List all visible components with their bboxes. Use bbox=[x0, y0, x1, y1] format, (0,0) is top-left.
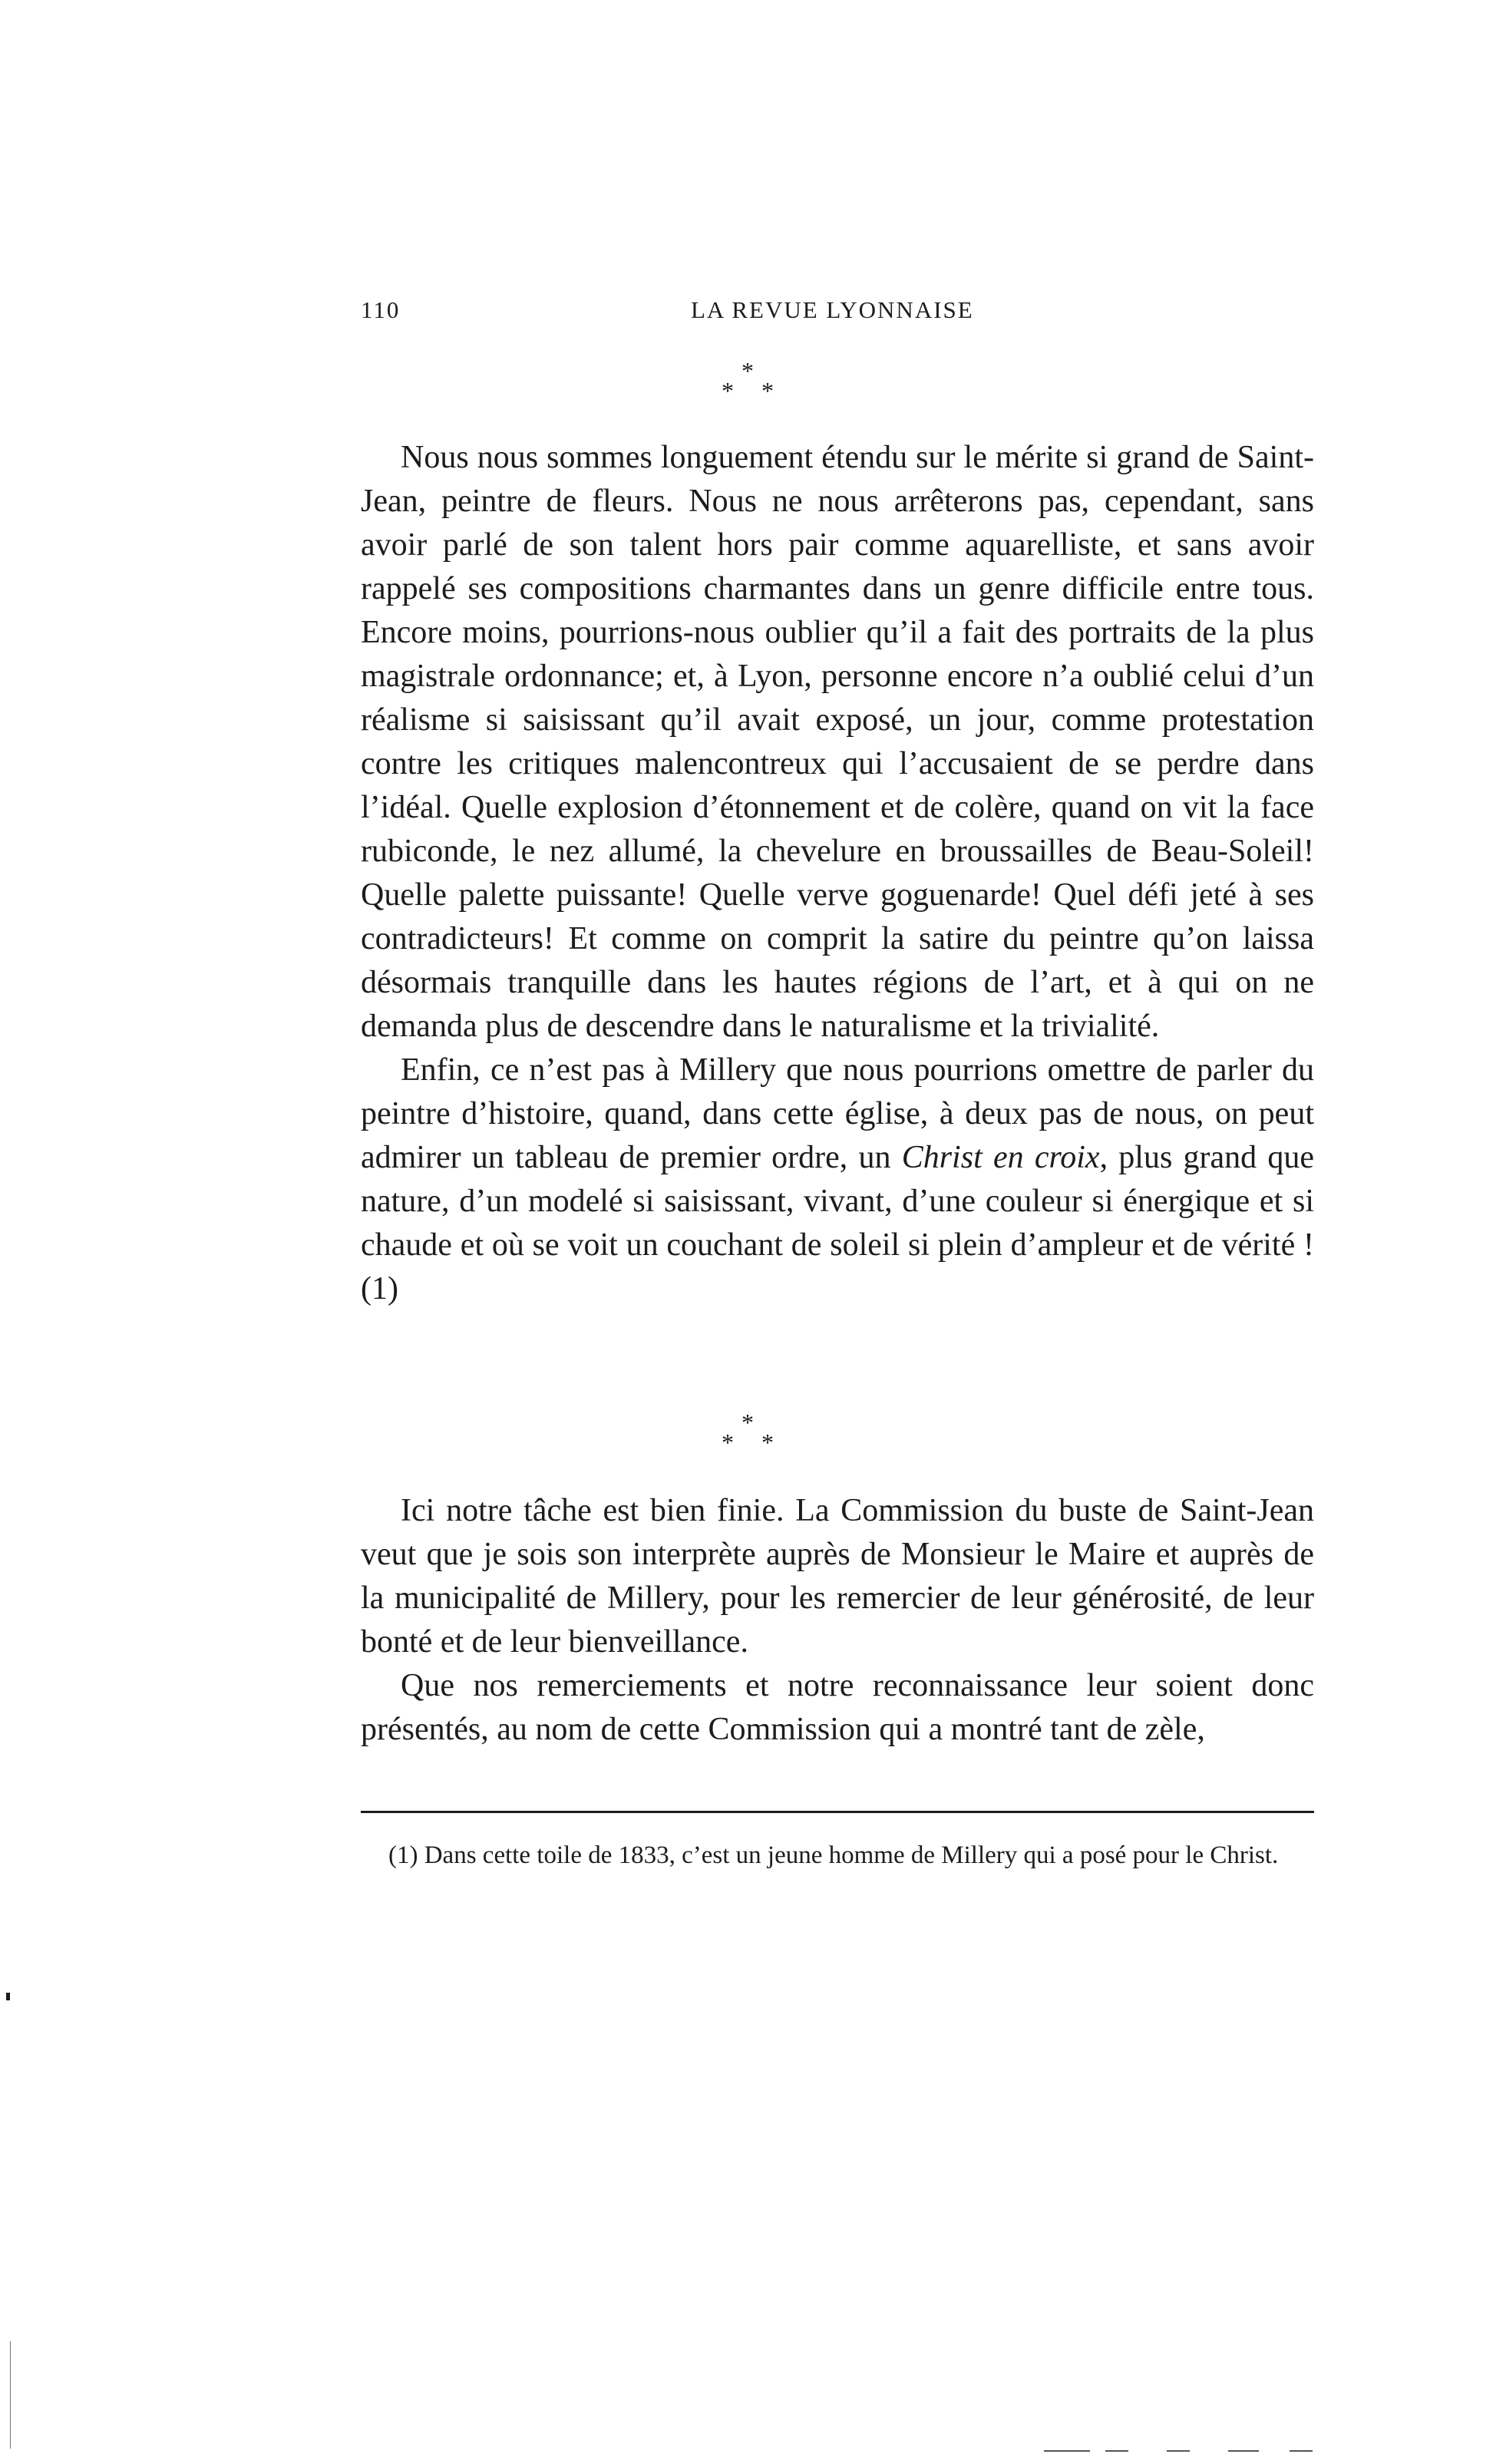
scan-mark bbox=[1105, 2450, 1128, 2452]
asterism-bottom: * * bbox=[722, 1429, 784, 1456]
asterism-top: * bbox=[741, 1409, 765, 1436]
running-title: LA REVUE LYONNAISE bbox=[691, 296, 974, 323]
asterism-top: * bbox=[741, 357, 765, 385]
footnote-text: (1) Dans cette toile de 1833, c’est un jeune homme de Millery qui a posé pour le Christ. bbox=[388, 1841, 1279, 1869]
paragraph: Ici notre tâche est bien finie. La Commission du buste de Saint-Jean veut que je sois son interprète auprès de Monsieur le Maire et auprès de la municipalité de Millery, pour les remercier de leur générosité, de leur bonté et de leur bienveillance. bbox=[361, 1493, 1314, 1660]
scan-mark bbox=[1167, 2450, 1190, 2452]
footnote-rule bbox=[361, 1811, 1314, 1813]
paragraph: Que nos remerciements et notre reconnaissance leur soient donc présentés, au nom de cette Commission qui a montré tant de zèle, bbox=[361, 1668, 1314, 1747]
margin-mark bbox=[6, 1993, 10, 2000]
running-header bbox=[361, 296, 1313, 335]
asterism-bottom: * * bbox=[722, 377, 784, 405]
paragraph-text: Enfin, ce n’est pas à Millery que nous pourrions omettre de parler du peintre d’histoire, quand, dans cette église, à deux pas de nous, on peut admirer un tableau de premier ordre, un bbox=[361, 1052, 1314, 1175]
body-section-2 bbox=[361, 1489, 1314, 1752]
asterism-separator bbox=[0, 1409, 1506, 1456]
paragraph: Nous nous sommes longuement étendu sur le mérite si grand de Saint-Jean, peintre de fleurs. Nous ne nous arrêterons pas, cependant, sans avoir parlé de son talent hors pair comme aquarelliste, et sans avoir rappelé ses compositions charmantes dans un genre difficile entre tous. Encore moins, pourrions-nous oublier qu’il a fait des portraits de la plus magistrale ordonnance; et, à Lyon, personne encore n’a oublié celui d’un réalisme si saisissant qu’il avait exposé, un jour, comme protestation contre les critiques malencontreux qui l’accusaient de se perdre dans l’idéal. Quelle explosion d’étonnement et de colère, quand on vit la face rubiconde, le nez allumé, la chevelure en broussailles de Beau-Soleil! Quelle palette puissante! Quelle verve goguenarde! Quel défi jeté à ses contradicteurs! Et comme on comprit la satire du peintre qu’on laissa désormais tranquille dans les hautes régions de l’art, et à qui on ne demanda plus de descendre dans le naturalisme et la trivialité. bbox=[361, 440, 1314, 1044]
bottom-scan-marks bbox=[0, 2450, 1506, 2453]
margin-trace bbox=[10, 2341, 11, 2449]
paragraph-text: , plus grand que nature, d’un modelé si saisissant, vivant, d’une couleur si énergique et si chaude et où se voit un couchant de soleil si plein d’ampleur et de vérité ! (1) bbox=[361, 1140, 1314, 1306]
page-number: 110 bbox=[361, 296, 401, 323]
footnote bbox=[361, 1837, 1314, 1874]
painting-title: Christ en croix bbox=[901, 1140, 1100, 1175]
body-section-1 bbox=[361, 436, 1314, 1311]
scan-mark bbox=[1044, 2450, 1090, 2452]
paragraph bbox=[361, 1049, 1314, 1311]
asterism-separator bbox=[0, 357, 1506, 405]
scan-mark bbox=[1290, 2450, 1313, 2452]
scan-mark bbox=[1228, 2450, 1259, 2452]
